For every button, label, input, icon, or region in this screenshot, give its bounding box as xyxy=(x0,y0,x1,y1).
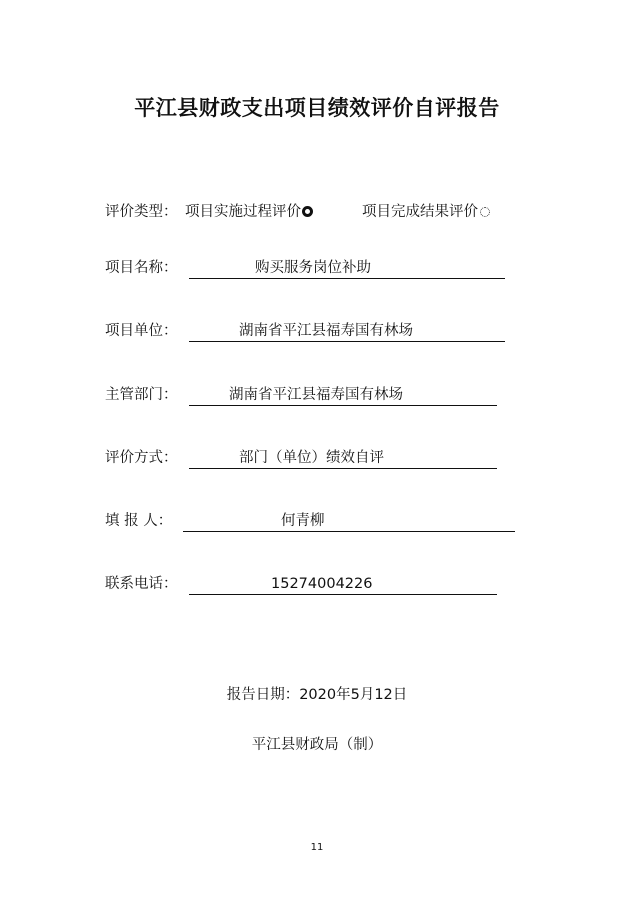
radio-unselected-icon[interactable] xyxy=(480,207,490,217)
dept-label: 主管部门： xyxy=(105,387,178,403)
filler-label: 填 报 人： xyxy=(105,513,173,529)
eval-type-option-process[interactable] xyxy=(185,201,313,223)
phone-row xyxy=(105,573,525,595)
method-row xyxy=(105,447,525,469)
project-name-row xyxy=(105,257,525,279)
project-name-label: 项目名称： xyxy=(105,260,178,276)
project-unit-label: 项目单位： xyxy=(105,323,178,339)
dept-row xyxy=(105,384,525,406)
method-label: 评价方式： xyxy=(105,450,178,466)
page-number: 11 xyxy=(310,842,324,853)
eval-type-option-result-label: 项目完成结果评价 xyxy=(362,204,478,220)
dept-value: 湖南省平江县福寿国有林场 xyxy=(229,387,403,403)
filler-row xyxy=(105,510,525,532)
eval-type-label: 评价类型： xyxy=(105,204,178,220)
phone-label: 联系电话： xyxy=(105,576,178,592)
document-title: 平江县财政支出项目绩效评价自评报告 xyxy=(134,96,500,120)
project-unit-value: 湖南省平江县福寿国有林场 xyxy=(239,323,413,339)
method-value: 部门（单位）绩效自评 xyxy=(239,450,384,466)
eval-type-option-result[interactable] xyxy=(362,201,490,223)
eval-type-option-process-label: 项目实施过程评价 xyxy=(185,204,301,220)
radio-selected-icon[interactable] xyxy=(302,206,313,217)
filler-underline xyxy=(183,510,515,532)
report-date: 报告日期：2020年5月12日 xyxy=(226,687,408,703)
phone-value: 15274004226 xyxy=(271,576,373,592)
issuer: 平江县财政局（制） xyxy=(251,737,383,753)
project-unit-row xyxy=(105,320,525,342)
project-name-value: 购买服务岗位补助 xyxy=(255,260,371,276)
filler-value: 何青柳 xyxy=(281,513,325,529)
